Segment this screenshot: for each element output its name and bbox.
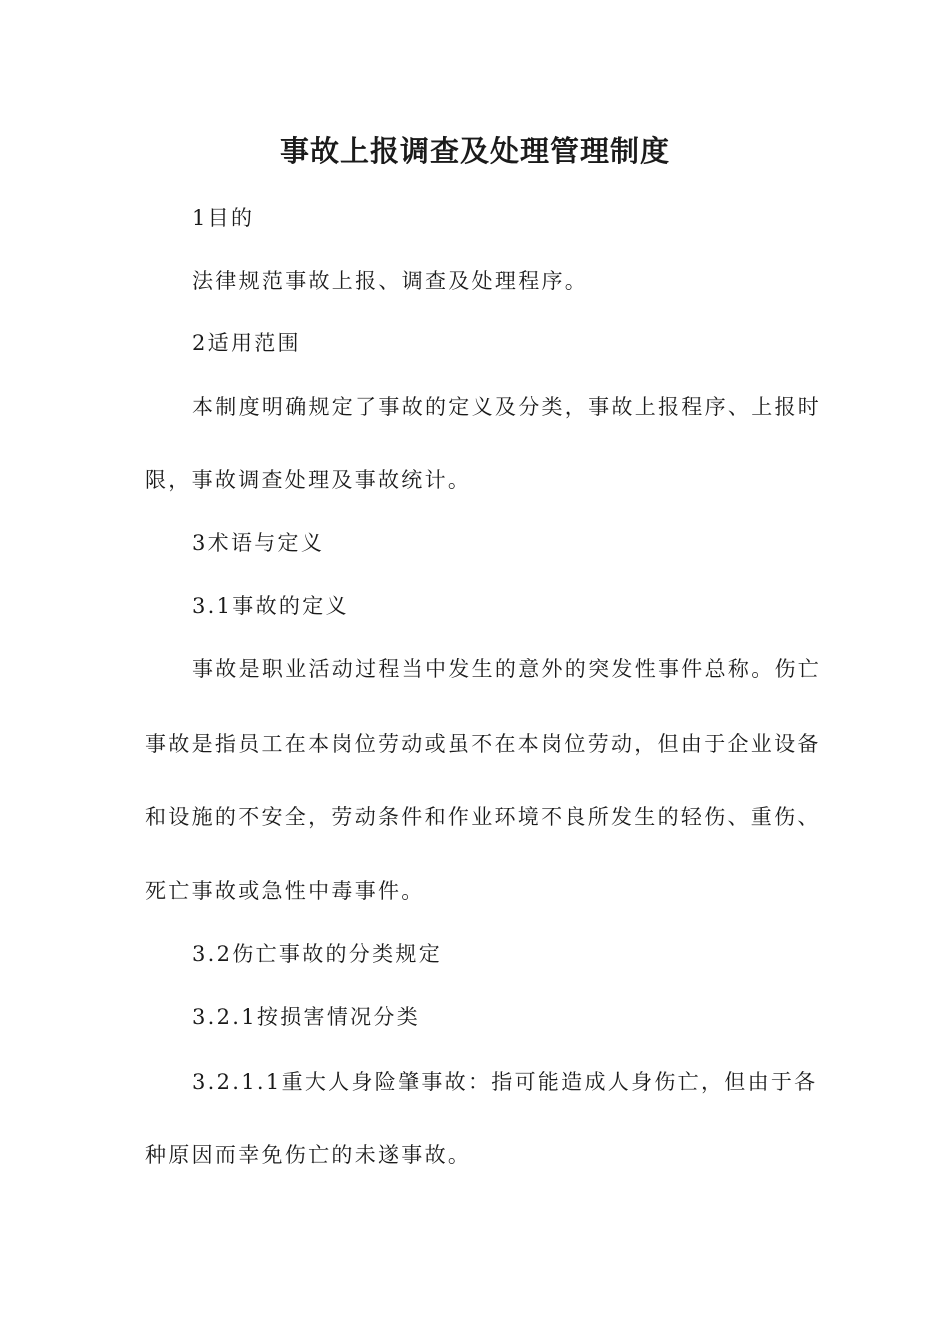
section-heading-terms: 3术语与定义 [192,531,325,555]
paragraph-definition-line-2: 事故是指员工在本岗位劳动或虽不在本岗位劳动，但由于企业设备 [145,732,821,756]
paragraph-definition-line-1: 事故是职业活动过程当中发生的意外的突发性事件总称。伤亡 [192,657,822,681]
paragraph-purpose: 法律规范事故上报、调查及处理程序。 [192,269,589,293]
subsection-heading-by-damage: 3.2.1按损害情况分类 [192,1005,421,1029]
paragraph-near-miss-line-1: 3.2.1.1重大人身险肇事故：指可能造成人身伤亡，但由于各 [192,1070,818,1094]
paragraph-scope-line-1: 本制度明确规定了事故的定义及分类，事故上报程序、上报时 [192,395,822,419]
subsection-heading-classification: 3.2伤亡事故的分类规定 [192,942,442,966]
section-heading-purpose: 1目的 [192,206,255,230]
paragraph-scope-line-2: 限，事故调查处理及事故统计。 [145,468,472,492]
paragraph-definition-line-3: 和设施的不安全，劳动条件和作业环境不良所发生的轻伤、重伤、 [145,805,821,829]
paragraph-near-miss-line-2: 种原因而幸免伤亡的未遂事故。 [145,1143,472,1167]
paragraph-definition-line-4: 死亡事故或急性中毒事件。 [145,879,425,903]
section-heading-scope: 2适用范围 [192,331,301,355]
subsection-heading-accident-definition: 3.1事故的定义 [192,594,349,618]
document-title: 事故上报调查及处理管理制度 [279,134,670,168]
